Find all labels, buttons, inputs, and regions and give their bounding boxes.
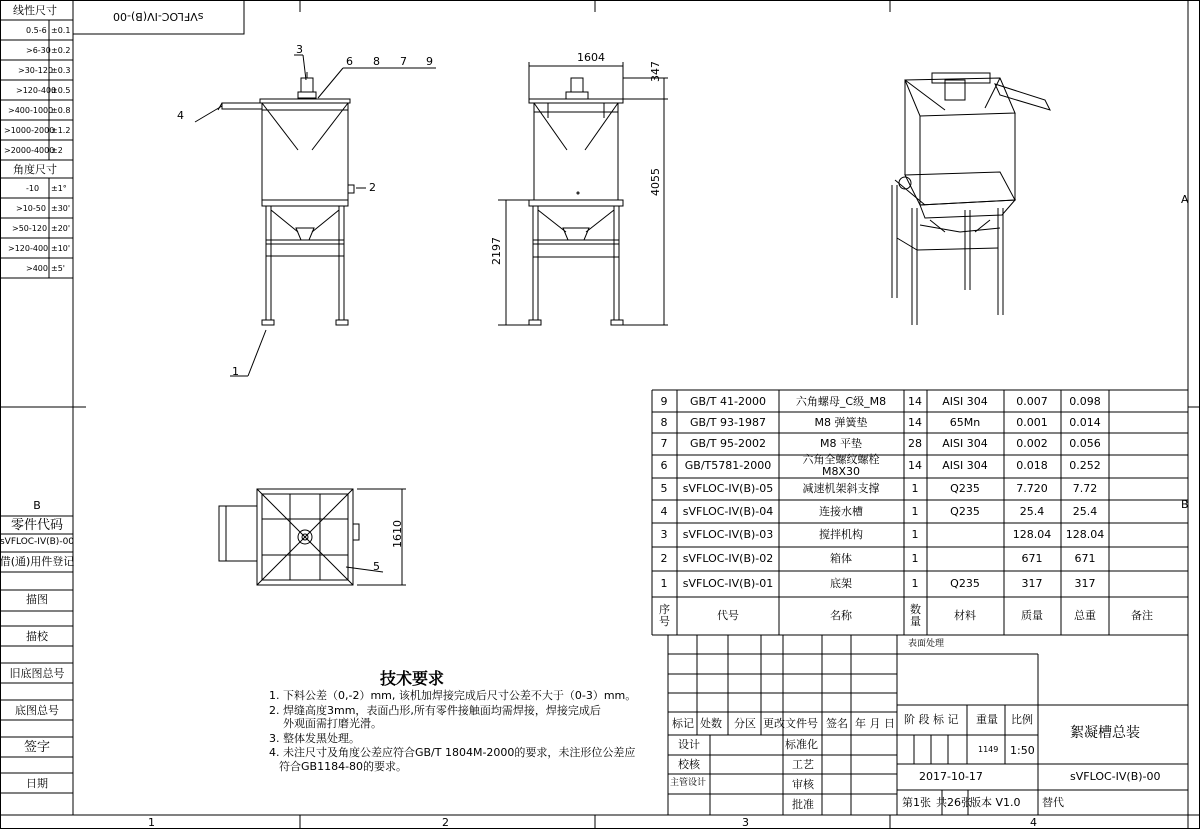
bom-code: sVFLOC-IV(B)-02	[682, 552, 774, 566]
linear-range: >2000-4000	[4, 146, 55, 155]
scale-label: 比例	[1011, 713, 1033, 726]
standard-label: 标准化	[785, 738, 818, 751]
approve-label: 批准	[792, 798, 814, 811]
tech-req-line: 3. 整体发黑处理。	[269, 732, 360, 745]
angle-tol: ±20'	[51, 224, 71, 233]
bom-name: 六角全螺纹螺栓	[802, 453, 880, 467]
bom-total: 25.4	[1072, 505, 1098, 519]
bom-total: 671	[1074, 552, 1096, 566]
zone-col-3: 3	[742, 816, 749, 829]
linear-range: >6-30	[26, 46, 51, 55]
balloon-9: 9	[426, 55, 433, 68]
bom-mass: 7.720	[1016, 482, 1048, 496]
bom-seq: 9	[660, 395, 668, 409]
stage-label: 阶 段 标 记	[904, 713, 959, 726]
bom-name-line2: M8X30	[821, 465, 861, 479]
bom-name: 搅拌机构	[819, 528, 863, 542]
bom-code: GB/T 93-1987	[690, 416, 766, 430]
balloon-1: 1	[232, 365, 239, 378]
sheet-no: 第1张	[902, 796, 931, 809]
dim-total: 4055	[649, 168, 662, 196]
mark-label: 标记	[672, 717, 694, 730]
top-left-code: sVFLOC-IV(B)-00	[113, 10, 204, 23]
scale-value: 1:50	[1010, 744, 1035, 757]
bom-seq: 3	[660, 528, 668, 542]
total-sheets: 共26张	[936, 796, 972, 809]
tech-req-line: 1. 下料公差（0,-2）mm, 该机加焊接完成后尺寸公差不大于（0-3）mm。	[269, 689, 637, 702]
bom-seq: 5	[660, 482, 668, 496]
angle-range: >400	[26, 264, 48, 273]
part-code: sVFLOC-IV(B)-00	[0, 537, 75, 547]
linear-tolerance-title: 线性尺寸	[13, 4, 57, 17]
bom-seq: 1	[660, 577, 668, 591]
bom-seq: 4	[660, 505, 668, 519]
bom-material: Q235	[950, 482, 980, 496]
old-base-label: 旧底图总号	[9, 667, 65, 680]
drawing-name: 絮凝槽总装	[1070, 725, 1140, 741]
zone-b-right: B	[1181, 498, 1189, 511]
tech-req-line: 4. 未注尺寸及角度公差应符合GB/T 1804M-2000的要求，未注形位公差应	[269, 746, 636, 759]
bom-material: Q235	[950, 505, 980, 519]
angle-tol: ±5'	[51, 264, 65, 273]
trace-label: 描图	[26, 593, 48, 606]
bom-seq: 7	[660, 437, 668, 451]
weight-label: 重量	[976, 713, 998, 726]
bom-header-name: 名称	[830, 609, 852, 623]
bom-mass: 317	[1021, 577, 1043, 591]
chief-label: 主管设计	[670, 778, 707, 788]
bom-mass: 25.4	[1019, 505, 1045, 519]
date-label: 日期	[26, 777, 48, 790]
count-label: 处数	[700, 717, 722, 730]
bom-qty: 14	[908, 395, 922, 409]
drawing-date: 2017-10-17	[919, 770, 983, 783]
bom-name: M8 弹簧垫	[814, 416, 868, 430]
bom-qty: 1	[911, 577, 919, 591]
bom-name: 六角螺母_C级_M8	[795, 395, 887, 409]
front-view	[195, 55, 436, 376]
linear-tol: ±0.1	[51, 26, 71, 35]
dim-frame: 2197	[490, 237, 503, 265]
bom-header-note: 备注	[1131, 609, 1153, 623]
dim-width: 1604	[577, 51, 605, 64]
bom-header-seq: 序号	[659, 602, 670, 628]
tech-req-line: 符合GB1184-80的要求。	[279, 760, 408, 773]
tech-req-title: 技术要求	[380, 669, 445, 688]
bom-qty: 1	[911, 528, 919, 542]
surface-label: 表面处理	[908, 639, 945, 649]
bom-qty: 28	[908, 437, 922, 451]
balloon-4: 4	[177, 109, 184, 122]
bom-qty: 1	[911, 482, 919, 496]
bom-seq: 8	[660, 416, 668, 430]
bom-seq: 2	[660, 552, 668, 566]
dim-depth: 1610	[391, 520, 404, 548]
ymd-label: 年 月 日	[855, 717, 895, 730]
bom-name: M8 平垫	[820, 437, 862, 451]
linear-tol: ±0.5	[51, 86, 71, 95]
bom-total: 0.056	[1069, 437, 1101, 451]
angle-range: -10	[26, 184, 40, 193]
bom-material: AISI 304	[942, 459, 988, 473]
bom-material: Q235	[950, 577, 980, 591]
bom-name: 连接水槽	[819, 505, 863, 519]
trace-check-label: 描校	[26, 630, 48, 643]
weight-value: 1149	[978, 745, 999, 754]
balloon-3: 3	[296, 43, 303, 56]
bom-total: 0.014	[1069, 416, 1101, 430]
linear-tol: ±1.2	[51, 126, 71, 135]
bom-header-mass: 质量	[1021, 609, 1043, 623]
design-label: 设计	[678, 738, 700, 751]
angle-tol: ±1°	[51, 184, 67, 193]
linear-tol: ±0.3	[51, 66, 71, 75]
bom-material: AISI 304	[942, 395, 988, 409]
balloon-2: 2	[369, 181, 376, 194]
bom-mass: 671	[1021, 552, 1043, 566]
side-view	[498, 62, 668, 325]
bom-total: 128.04	[1065, 528, 1105, 542]
bom-total: 7.72	[1072, 482, 1098, 496]
sign-col-label: 签名	[826, 717, 848, 730]
bom-header-code: 代号	[717, 609, 739, 623]
drawing-number: sVFLOC-IV(B)-00	[1070, 770, 1161, 783]
angle-range: >10-50	[16, 204, 46, 213]
bom-name: 底架	[830, 577, 852, 591]
check-label: 校核	[678, 758, 700, 771]
bom-code: sVFLOC-IV(B)-03	[682, 528, 774, 542]
bom-material: AISI 304	[942, 437, 988, 451]
part-code-label: 零件代码	[10, 518, 64, 533]
bom-total: 0.098	[1069, 395, 1101, 409]
base-label: 底图总号	[15, 704, 59, 717]
balloon-5: 5	[373, 560, 380, 573]
bom-code: GB/T 95-2002	[690, 437, 766, 451]
bom-mass: 128.04	[1012, 528, 1052, 542]
balloon-7: 7	[400, 55, 407, 68]
iso-view	[892, 73, 1050, 325]
bom-qty: 14	[908, 416, 922, 430]
dim-top: 347	[649, 61, 662, 82]
angle-tol: ±30'	[51, 204, 71, 213]
linear-tol: ±2	[51, 146, 63, 155]
bom-code: GB/T5781-2000	[684, 459, 772, 473]
linear-tol: ±0.2	[51, 46, 71, 55]
bom-mass: 0.002	[1016, 437, 1048, 451]
angle-range: >50-120	[12, 224, 48, 233]
bom-name: 箱体	[830, 552, 852, 566]
bom-total: 0.252	[1069, 459, 1101, 473]
bom-header-qty: 数量	[910, 602, 921, 628]
change-doc-label: 更改文件号	[763, 717, 818, 730]
angle-range: >120-400	[8, 244, 49, 253]
bom-code: sVFLOC-IV(B)-04	[682, 505, 774, 519]
bom-qty: 14	[908, 459, 922, 473]
angle-tolerance-title: 角度尺寸	[13, 163, 57, 176]
zone-a: A	[1181, 193, 1189, 206]
bom-material: 65Mn	[949, 416, 981, 430]
zone-col-2: 2	[442, 816, 449, 829]
zone-col-4: 4	[1030, 816, 1037, 829]
borrow-label: 借(通)用件登记	[0, 555, 75, 568]
bom-header-total: 总重	[1074, 609, 1096, 623]
balloon-8: 8	[373, 55, 380, 68]
linear-range: >30-120	[18, 66, 54, 75]
bom-name: 减速机架斜支撑	[802, 482, 880, 496]
bom-seq: 6	[660, 459, 668, 473]
tech-req-line: 外观面需打磨光滑。	[283, 717, 382, 730]
process-label: 工艺	[792, 758, 814, 771]
bom-qty: 1	[911, 552, 919, 566]
replace-label: 替代	[1042, 796, 1064, 809]
tech-req-line: 2. 焊缝高度3mm，表面凸形,所有零件接触面均需焊接，焊接完成后	[269, 704, 601, 717]
bom-mass: 0.001	[1016, 416, 1048, 430]
bom-code: GB/T 41-2000	[690, 395, 766, 409]
bom-mass: 0.018	[1016, 459, 1048, 473]
bom-mass: 0.007	[1016, 395, 1048, 409]
bom-code: sVFLOC-IV(B)-05	[682, 482, 774, 496]
linear-range: >1000-2000	[4, 126, 55, 135]
bom-header-material: 材料	[954, 609, 976, 623]
balloon-6: 6	[346, 55, 353, 68]
zone-b-left: B	[33, 499, 41, 512]
bom-total: 317	[1074, 577, 1096, 591]
linear-range: >400-1000	[8, 106, 54, 115]
zone-label: 分区	[734, 717, 756, 730]
bom-code: sVFLOC-IV(B)-01	[682, 577, 774, 591]
sign-label: 签字	[23, 740, 51, 755]
linear-range: 0.5-6	[26, 26, 47, 35]
bom-qty: 1	[911, 505, 919, 519]
review-label: 审核	[792, 778, 814, 791]
version: 版本 V1.0	[970, 796, 1021, 809]
zone-col-1: 1	[148, 816, 155, 829]
linear-range: >120-400	[16, 86, 57, 95]
linear-tol: ±0.8	[51, 106, 71, 115]
angle-tol: ±10'	[51, 244, 71, 253]
